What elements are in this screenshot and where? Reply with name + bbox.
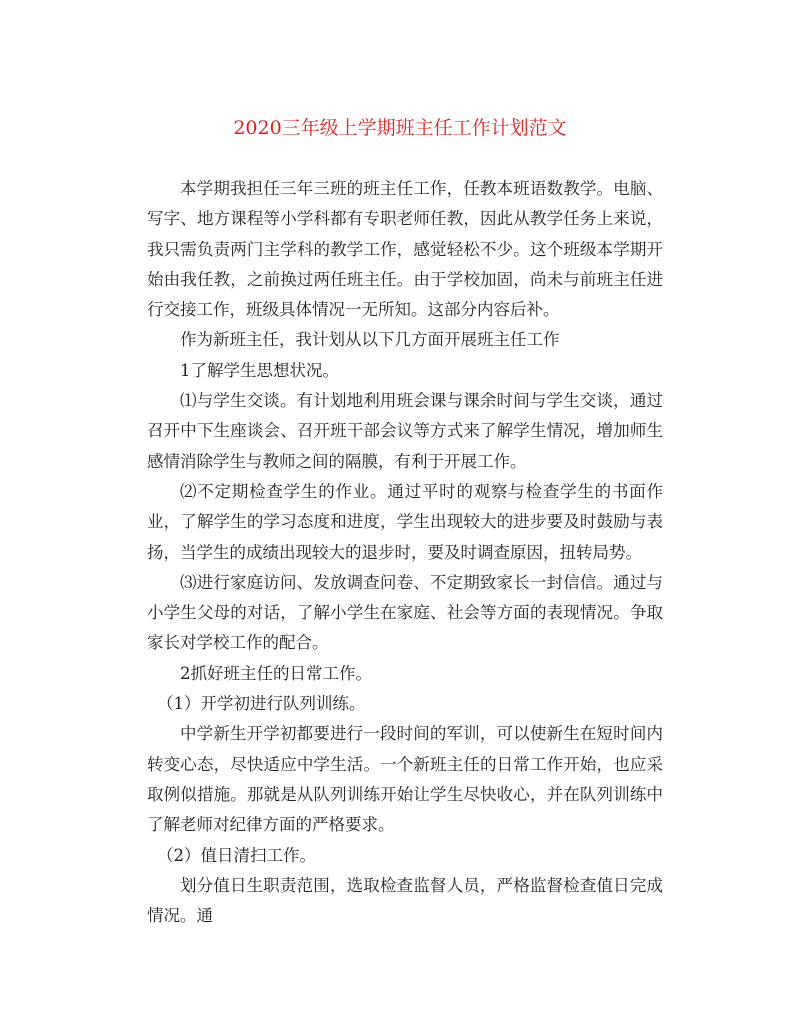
paragraph-cleaning-duty: 划分值日生职责范围，选取检查监督人员，严格监督检查值日完成情况。通 [147,875,663,926]
document-title: 2020三年级上学期班主任工作计划范文 [233,117,567,139]
paragraph-item-1: ⑴与学生交谈。有计划地利用班会课与课余时间与学生交谈，通过召开中下生座谈会、召开班干部会议等方式来了解学生情况，增加师生感情消除学生与教师之间的隔膜，有利于开展工作。 [147,391,663,471]
paragraph-plan-intro: 作为新班主任，我计划从以下几方面开展班主任工作 [180,330,560,350]
paragraph-intro: 本学期我担任三年三班的班主任工作，任教本班语数教学。电脑、写字、地方课程等小学科都有专职老师任教，因此从教学任务上来说，我只需负责两门主学科的教学工作，感觉轻松不少。这个班级本学期开始由我任教，之前换过两任班主任。由于学校加固，尚未与前班主任进行交接工作，班级具体情况一无所知。这部分内容后补。 [147,179,663,320]
paragraph-item-2: ⑵不定期检查学生的作业。通过平时的观察与检查学生的书面作业，了解学生的学习态度和进度，学生出现较大的进步要及时鼓励与表扬，当学生的成绩出现较大的退步时，要及时调查原因，扭转局势。 [147,481,663,562]
section-heading-1: 1了解学生思想状况。 [180,360,339,380]
section-heading-2: 2抓好班主任的日常工作。 [180,663,372,683]
subheading-2: （2）值日清扫工作。 [157,845,316,865]
paragraph-item-3: ⑶进行家庭访问、发放调查问卷、不定期致家长一封信信。通过与小学生父母的对话，了解小学生在家庭、社会等方面的表现情况。争取家长对学校工作的配合。 [147,572,663,653]
subheading-1: （1）开学初进行队列训练。 [157,694,366,714]
document-body [147,174,663,931]
paragraph-military-training: 中学新生开学初都要进行一段时间的军训，可以使新生在短时间内转变心态，尽快适应中学生活。一个新班主任的日常工作开始，也应采取例似措施。那就是从队列训练开始让学生尽快收心，并在队列训练中了解老师对纪律方面的严格要求。 [147,724,663,835]
